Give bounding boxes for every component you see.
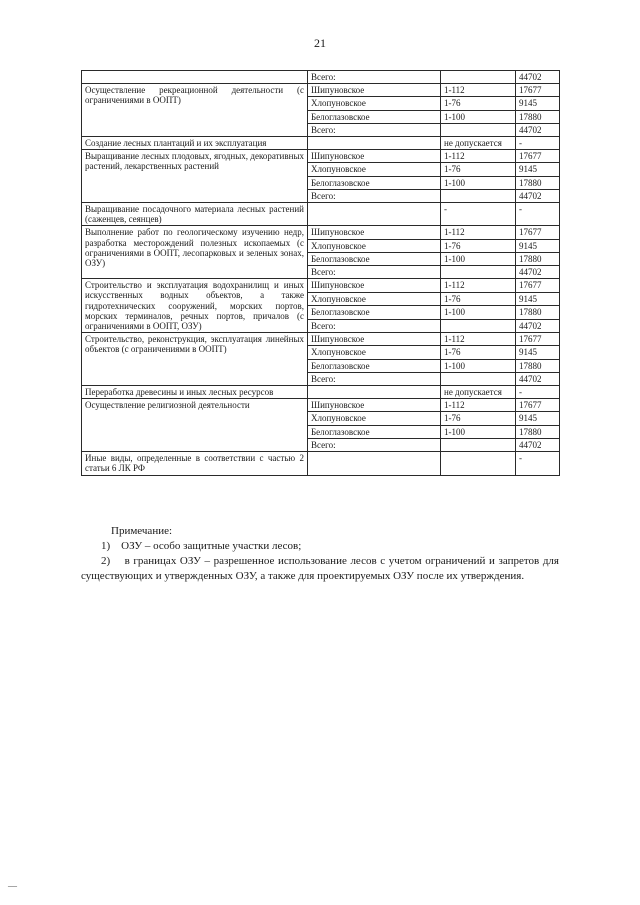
table-row (82, 203, 560, 226)
quarters-cell: 1-112 (441, 84, 516, 97)
area-cell: - (516, 203, 560, 226)
area-cell: 44702 (516, 372, 560, 385)
activity-cell: Осуществление рекреационной деятельности (с ограничениями в ООПТ) (82, 84, 308, 137)
corner-mark: — (8, 881, 17, 891)
quarters-cell: 1-100 (441, 425, 516, 438)
forestry-cell: Шипуновское (308, 333, 441, 346)
forestry-cell: Шипуновское (308, 399, 441, 412)
table-row (82, 226, 560, 239)
activity-cell: Выращивание посадочного материала лесных растений (саженцев, сеянцев) (82, 203, 308, 226)
activity-cell: Строительство и эксплуатация водохранилищ и иных искусственных водных объектов, а также гидротехнических сооружений, морских портов, морских терминалов, речных портов, причалов (с ограничениями в ООПТ, ОЗУ) (82, 279, 308, 333)
forestry-cell: Белоглазовское (308, 359, 441, 372)
page-number: 21 (314, 36, 326, 50)
forestry-cell (308, 386, 441, 399)
area-cell: 44702 (516, 189, 560, 202)
quarters-cell: 1-112 (441, 279, 516, 293)
area-cell: 9145 (516, 163, 560, 176)
quarters-cell (441, 438, 516, 451)
forestry-cell: Хлопуновское (308, 163, 441, 176)
area-cell: - (516, 452, 560, 475)
forestry-cell: Белоглазовское (308, 252, 441, 265)
forestry-cell: Хлопуновское (308, 346, 441, 359)
quarters-cell: 1-76 (441, 292, 516, 306)
table-body (82, 71, 560, 476)
forestry-cell: Хлопуновское (308, 97, 441, 110)
quarters-cell: 1-112 (441, 399, 516, 412)
area-cell: 17880 (516, 252, 560, 265)
area-cell: - (516, 386, 560, 399)
area-cell: 44702 (516, 71, 560, 84)
table-row (82, 84, 560, 97)
table-row (82, 399, 560, 412)
quarters-cell: 1-112 (441, 226, 516, 239)
quarters-cell: 1-100 (441, 176, 516, 189)
area-cell: 17880 (516, 110, 560, 123)
area-cell: 44702 (516, 438, 560, 451)
area-cell: 17880 (516, 306, 560, 320)
quarters-cell: не допускается (441, 386, 516, 399)
activity-cell: Строительство, реконструкция, эксплуатация линейных объектов (с ограничениями в ООПТ) (82, 333, 308, 386)
forestry-cell: Шипуновское (308, 150, 441, 163)
quarters-cell: 1-76 (441, 239, 516, 252)
quarters-cell (441, 266, 516, 279)
table-row (82, 279, 560, 293)
quarters-cell: 1-100 (441, 359, 516, 372)
activity-cell: Осуществление религиозной деятельности (82, 399, 308, 452)
area-cell: - (516, 137, 560, 150)
quarters-cell: 1-76 (441, 163, 516, 176)
forestry-cell: Белоглазовское (308, 110, 441, 123)
notes-list (81, 539, 559, 584)
notes-section (81, 524, 559, 584)
forestry-cell: Всего: (308, 189, 441, 202)
quarters-cell: 1-112 (441, 333, 516, 346)
area-cell: 17677 (516, 84, 560, 97)
area-cell: 17677 (516, 150, 560, 163)
forestry-cell: Белоглазовское (308, 176, 441, 189)
quarters-cell (441, 123, 516, 136)
note-item: 2) в границах ОЗУ – разрешенное использование лесов с учетом ограничений и запретов для существующих и утвержденных ОЗУ, а также для проектируемых ОЗУ после их утверждения. (81, 555, 559, 582)
forestry-cell: Белоглазовское (308, 425, 441, 438)
forestry-cell (308, 203, 441, 226)
forestry-cell: Хлопуновское (308, 412, 441, 425)
activity-cell: Переработка древесины и иных лесных ресурсов (82, 386, 308, 399)
area-cell: 17880 (516, 359, 560, 372)
quarters-cell: 1-112 (441, 150, 516, 163)
area-cell: 17677 (516, 333, 560, 346)
forestry-cell: Шипуновское (308, 226, 441, 239)
table-row (82, 150, 560, 163)
area-cell: 9145 (516, 346, 560, 359)
note-item: 1) ОЗУ – особо защитные участки лесов; (101, 540, 302, 552)
land-use-table (81, 70, 560, 476)
table-row (82, 386, 560, 399)
quarters-cell: 1-76 (441, 346, 516, 359)
forestry-cell (308, 452, 441, 475)
area-cell: 17880 (516, 425, 560, 438)
area-cell: 17677 (516, 399, 560, 412)
forestry-cell: Всего: (308, 71, 441, 84)
area-cell: 9145 (516, 292, 560, 306)
quarters-cell (441, 319, 516, 333)
area-cell: 9145 (516, 97, 560, 110)
forestry-cell: Всего: (308, 319, 441, 333)
quarters-cell: 1-100 (441, 252, 516, 265)
forestry-cell: Всего: (308, 372, 441, 385)
quarters-cell: 1-100 (441, 306, 516, 320)
area-cell: 44702 (516, 266, 560, 279)
forestry-cell: Хлопуновское (308, 292, 441, 306)
quarters-cell: 1-76 (441, 412, 516, 425)
activity-cell: Иные виды, определенные в соответствии с частью 2 статьи 6 ЛК РФ (82, 452, 308, 475)
forestry-cell: Всего: (308, 123, 441, 136)
activity-cell (82, 71, 308, 84)
table-row (82, 452, 560, 475)
notes-title: Примечание: (111, 525, 173, 537)
forestry-cell: Хлопуновское (308, 239, 441, 252)
table-row (82, 71, 560, 84)
activity-cell: Выполнение работ по геологическому изучению недр, разработка месторождений полезных ископаемых (с ограничениями в ООПТ, лесопарковых и зеленых зонах, ОЗУ) (82, 226, 308, 279)
forestry-cell (308, 137, 441, 150)
area-cell: 9145 (516, 239, 560, 252)
table-row (82, 137, 560, 150)
activity-cell: Создание лесных плантаций и их эксплуатация (82, 137, 308, 150)
activity-cell: Выращивание лесных плодовых, ягодных, декоративных растений, лекарственных растений (82, 150, 308, 203)
area-cell: 44702 (516, 123, 560, 136)
forestry-cell: Всего: (308, 438, 441, 451)
quarters-cell: 1-100 (441, 110, 516, 123)
quarters-cell: не допускается (441, 137, 516, 150)
quarters-cell (441, 189, 516, 202)
forestry-cell: Шипуновское (308, 279, 441, 293)
table-row (82, 333, 560, 346)
area-cell: 9145 (516, 412, 560, 425)
area-cell: 17677 (516, 279, 560, 293)
area-cell: 17880 (516, 176, 560, 189)
quarters-cell (441, 71, 516, 84)
forestry-cell: Белоглазовское (308, 306, 441, 320)
area-cell: 17677 (516, 226, 560, 239)
forestry-cell: Шипуновское (308, 84, 441, 97)
quarters-cell (441, 372, 516, 385)
quarters-cell: - (441, 203, 516, 226)
quarters-cell: 1-76 (441, 97, 516, 110)
quarters-cell (441, 452, 516, 475)
forestry-cell: Всего: (308, 266, 441, 279)
area-cell: 44702 (516, 319, 560, 333)
